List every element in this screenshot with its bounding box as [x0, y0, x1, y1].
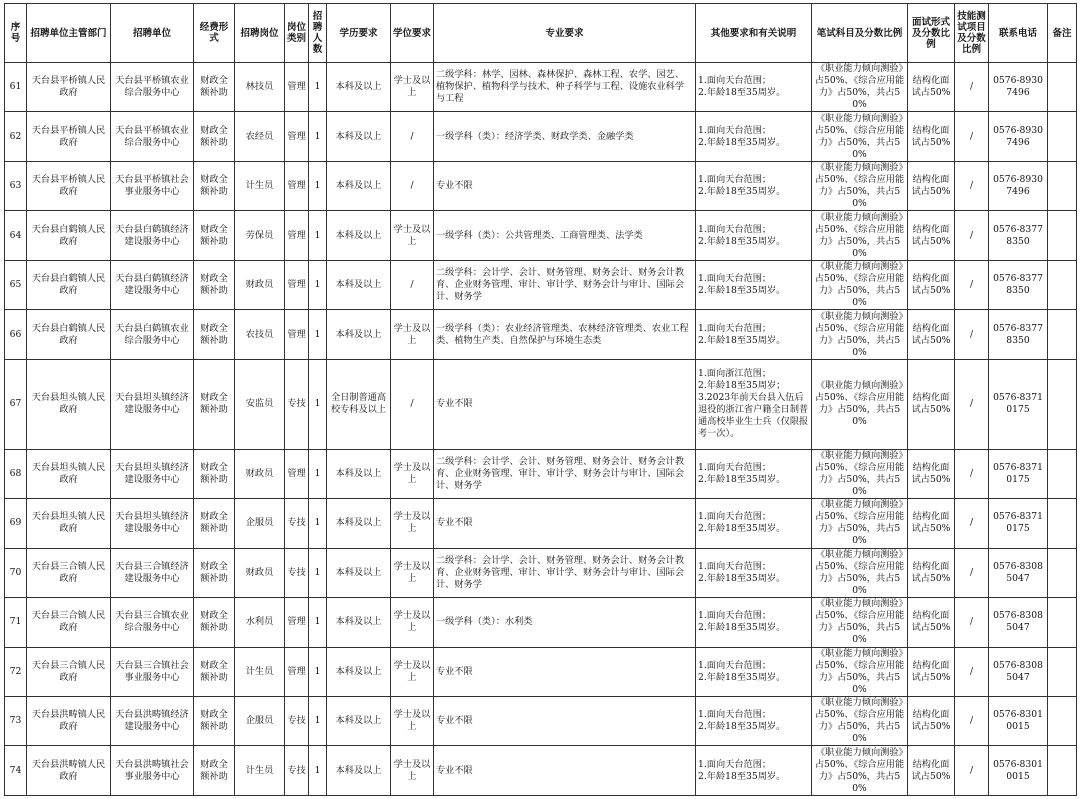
cell-no: 61 [5, 63, 27, 112]
cell-edu: 本科及以上 [327, 746, 391, 796]
table-row [5, 211, 1077, 260]
cell-ptype: 专技 [285, 746, 309, 796]
cell-dept: 天台县三合镇人民政府 [27, 598, 111, 647]
cell-funding: 财政全额补助 [194, 161, 235, 210]
cell-remark [1048, 449, 1077, 498]
cell-unit: 天台县坦头镇经济建设服务中心 [111, 449, 194, 498]
cell-funding: 财政全额补助 [194, 359, 235, 449]
cell-remark [1048, 359, 1077, 449]
table-row [5, 112, 1077, 161]
cell-degree: 学士及以上 [391, 548, 434, 597]
cell-dept: 天台县平桥镇人民政府 [27, 112, 111, 161]
cell-dept: 天台县白鹤镇人民政府 [27, 260, 111, 309]
cell-no: 63 [5, 161, 27, 210]
cell-ptype: 管理 [285, 211, 309, 260]
table-row [5, 63, 1077, 112]
cell-funding: 财政全额补助 [194, 63, 235, 112]
cell-major: 一级学科（类）：农业经济管理类、农林经济管理类、农业工程类、植物生产类、自然保护与环境生态类 [434, 310, 696, 359]
cell-edu: 本科及以上 [327, 697, 391, 746]
cell-count: 1 [309, 359, 327, 449]
table-row [5, 260, 1077, 309]
cell-other: 1.面向天台范围； 2.年龄18至35周岁。 [696, 161, 812, 210]
cell-dept: 天台县坦头镇人民政府 [27, 499, 111, 548]
cell-unit: 天台县白鹤镇农业综合服务中心 [111, 310, 194, 359]
cell-edu: 本科及以上 [327, 598, 391, 647]
cell-written: 《职业能力倾向测验》占50%、《综合应用能力》占50%，共占50% [812, 548, 908, 597]
cell-funding: 财政全额补助 [194, 746, 235, 796]
cell-other: 1.面向天台范围； 2.年龄18至35周岁。 [696, 310, 812, 359]
cell-no: 74 [5, 746, 27, 796]
cell-major: 二级学科：会计学、会计、财务管理、财务会计、财务会计教育、企业财务管理、审计、审计学、财务会计与审计、国际会计、财务学 [434, 260, 696, 309]
table-row [5, 310, 1077, 359]
header-other: 其他要求和有关说明 [696, 4, 812, 63]
cell-written: 《职业能力倾向测验》占50%、《综合应用能力》占50%，共占50% [812, 697, 908, 746]
cell-remark [1048, 211, 1077, 260]
cell-no: 73 [5, 697, 27, 746]
cell-position: 农技员 [235, 310, 285, 359]
cell-count: 1 [309, 548, 327, 597]
cell-other: 1.面向天台范围； 2.年龄18至35周岁。 [696, 63, 812, 112]
cell-no: 71 [5, 598, 27, 647]
cell-unit: 天台县白鹤镇经济建设服务中心 [111, 260, 194, 309]
cell-edu: 本科及以上 [327, 112, 391, 161]
cell-remark [1048, 697, 1077, 746]
cell-count: 1 [309, 161, 327, 210]
cell-degree: 学士及以上 [391, 63, 434, 112]
cell-degree: 学士及以上 [391, 746, 434, 796]
cell-written: 《职业能力倾向测验》占50%、《综合应用能力》占50%，共占50% [812, 647, 908, 696]
cell-remark [1048, 647, 1077, 696]
cell-written: 《职业能力倾向测验》占50%、《综合应用能力》占50%，共占50% [812, 112, 908, 161]
table-row [5, 598, 1077, 647]
cell-other: 1.面向天台范围； 2.年龄18至35周岁。 [696, 697, 812, 746]
cell-position: 劳保员 [235, 211, 285, 260]
cell-interview: 结构化面试占50% [908, 211, 955, 260]
cell-count: 1 [309, 746, 327, 796]
cell-phone: 0576-83710175 [989, 449, 1048, 498]
cell-funding: 财政全额补助 [194, 449, 235, 498]
cell-remark [1048, 598, 1077, 647]
cell-skill: / [955, 449, 989, 498]
cell-unit: 天台县平桥镇农业综合服务中心 [111, 63, 194, 112]
cell-major: 专业不限 [434, 697, 696, 746]
cell-ptype: 管理 [285, 260, 309, 309]
cell-unit: 天台县平桥镇农业综合服务中心 [111, 112, 194, 161]
cell-remark [1048, 499, 1077, 548]
cell-skill: / [955, 310, 989, 359]
cell-ptype: 管理 [285, 598, 309, 647]
cell-unit: 天台县洪畴镇经济建设服务中心 [111, 697, 194, 746]
cell-funding: 财政全额补助 [194, 260, 235, 309]
cell-interview: 结构化面试占50% [908, 548, 955, 597]
cell-remark [1048, 746, 1077, 796]
cell-other: 1.面向天台范围； 2.年龄18至35周岁。 [696, 746, 812, 796]
cell-major: 二级学科：会计学、会计、财务管理、财务会计、财务会计教育、企业财务管理、审计、审计学、财务会计与审计、国际会计、财务学 [434, 548, 696, 597]
cell-interview: 结构化面试占50% [908, 161, 955, 210]
cell-unit: 天台县三合镇社会事业服务中心 [111, 647, 194, 696]
cell-no: 67 [5, 359, 27, 449]
cell-no: 65 [5, 260, 27, 309]
cell-ptype: 专技 [285, 359, 309, 449]
cell-position: 计生员 [235, 161, 285, 210]
cell-remark [1048, 161, 1077, 210]
cell-interview: 结构化面试占50% [908, 647, 955, 696]
cell-edu: 本科及以上 [327, 310, 391, 359]
cell-phone: 0576-83778350 [989, 310, 1048, 359]
cell-remark [1048, 260, 1077, 309]
cell-dept: 天台县平桥镇人民政府 [27, 63, 111, 112]
cell-skill: / [955, 211, 989, 260]
header-funding: 经费形式 [194, 4, 235, 63]
cell-phone: 0576-83778350 [989, 260, 1048, 309]
cell-funding: 财政全额补助 [194, 211, 235, 260]
cell-degree: 学士及以上 [391, 697, 434, 746]
cell-other: 1.面向天台范围； 2.年龄18至35周岁。 [696, 449, 812, 498]
cell-other: 1.面向天台范围； 2.年龄18至35周岁。 [696, 647, 812, 696]
cell-count: 1 [309, 647, 327, 696]
cell-unit: 天台县坦头镇经济建设服务中心 [111, 499, 194, 548]
table-row [5, 697, 1077, 746]
cell-phone: 0576-89307496 [989, 63, 1048, 112]
table-row [5, 499, 1077, 548]
cell-position: 企服员 [235, 499, 285, 548]
cell-position: 水利员 [235, 598, 285, 647]
cell-funding: 财政全额补助 [194, 548, 235, 597]
cell-written: 《职业能力倾向测验》占50%、《综合应用能力》占50%，共占50% [812, 211, 908, 260]
cell-ptype: 管理 [285, 63, 309, 112]
cell-interview: 结构化面试占50% [908, 697, 955, 746]
cell-degree: 学士及以上 [391, 499, 434, 548]
cell-position: 农经员 [235, 112, 285, 161]
cell-position: 财政员 [235, 449, 285, 498]
cell-edu: 本科及以上 [327, 211, 391, 260]
cell-funding: 财政全额补助 [194, 598, 235, 647]
cell-ptype: 专技 [285, 548, 309, 597]
header-interview: 面试形式及分数比例 [908, 4, 955, 63]
cell-interview: 结构化面试占50% [908, 359, 955, 449]
cell-phone: 0576-83710175 [989, 359, 1048, 449]
cell-skill: / [955, 63, 989, 112]
cell-degree: / [391, 359, 434, 449]
cell-dept: 天台县白鹤镇人民政府 [27, 310, 111, 359]
cell-skill: / [955, 359, 989, 449]
cell-dept: 天台县坦头镇人民政府 [27, 449, 111, 498]
cell-remark [1048, 112, 1077, 161]
header-ptype: 岗位类别 [285, 4, 309, 63]
table-row [5, 449, 1077, 498]
cell-no: 72 [5, 647, 27, 696]
cell-dept: 天台县洪畴镇人民政府 [27, 697, 111, 746]
cell-unit: 天台县洪畴镇社会事业服务中心 [111, 746, 194, 796]
cell-position: 林技员 [235, 63, 285, 112]
cell-skill: / [955, 598, 989, 647]
cell-unit: 天台县白鹤镇经济建设服务中心 [111, 211, 194, 260]
cell-major: 一级学科（类）：水利类 [434, 598, 696, 647]
cell-major: 专业不限 [434, 161, 696, 210]
cell-dept: 天台县三合镇人民政府 [27, 647, 111, 696]
cell-dept: 天台县平桥镇人民政府 [27, 161, 111, 210]
cell-funding: 财政全额补助 [194, 499, 235, 548]
cell-count: 1 [309, 449, 327, 498]
cell-major: 专业不限 [434, 647, 696, 696]
header-major: 专业要求 [434, 4, 696, 63]
cell-dept: 天台县洪畴镇人民政府 [27, 746, 111, 796]
cell-phone: 0576-83778350 [989, 211, 1048, 260]
cell-funding: 财政全额补助 [194, 310, 235, 359]
cell-major: 一级学科（类）：经济学类、财政学类、金融学类 [434, 112, 696, 161]
cell-major: 专业不限 [434, 359, 696, 449]
cell-count: 1 [309, 499, 327, 548]
cell-other: 1.面向天台范围； 2.年龄18至35周岁。 [696, 548, 812, 597]
header-degree: 学位要求 [391, 4, 434, 63]
cell-skill: / [955, 112, 989, 161]
cell-written: 《职业能力倾向测验》占50%、《综合应用能力》占50%，共占50% [812, 499, 908, 548]
cell-remark [1048, 548, 1077, 597]
cell-skill: / [955, 499, 989, 548]
cell-ptype: 管理 [285, 449, 309, 498]
cell-no: 64 [5, 211, 27, 260]
cell-skill: / [955, 697, 989, 746]
cell-written: 《职业能力倾向测验》占50%、《综合应用能力》占50%，共占50% [812, 746, 908, 796]
cell-count: 1 [309, 63, 327, 112]
cell-phone: 0576-89307496 [989, 112, 1048, 161]
cell-other: 1.面向天台范围； 2.年龄18至35周岁。 [696, 598, 812, 647]
cell-other: 1.面向天台范围； 2.年龄18至35周岁。 [696, 112, 812, 161]
cell-other: 1.面向浙江范围； 2.年龄18至35周岁； 3.2023年前天台县入伍后退役的浙江省户籍全日制普通高校毕业生士兵（仅限报考一次）。 [696, 359, 812, 449]
cell-degree: 学士及以上 [391, 647, 434, 696]
cell-interview: 结构化面试占50% [908, 598, 955, 647]
cell-ptype: 管理 [285, 161, 309, 210]
cell-degree: 学士及以上 [391, 598, 434, 647]
cell-phone: 0576-83710175 [989, 499, 1048, 548]
cell-skill: / [955, 647, 989, 696]
cell-ptype: 专技 [285, 499, 309, 548]
cell-interview: 结构化面试占50% [908, 449, 955, 498]
cell-written: 《职业能力倾向测验》占50%、《综合应用能力》占50%，共占50% [812, 359, 908, 449]
header-phone: 联系电话 [989, 4, 1048, 63]
cell-edu: 本科及以上 [327, 63, 391, 112]
header-row [5, 4, 1077, 63]
cell-position: 企服员 [235, 697, 285, 746]
cell-other: 1.面向天台范围； 2.年龄18至35周岁。 [696, 211, 812, 260]
cell-major: 二级学科：林学、园林、森林保护、森林工程、农学、园艺、植物保护、植物科学与技术、种子科学与工程、设施农业科学与工程 [434, 63, 696, 112]
cell-funding: 财政全额补助 [194, 112, 235, 161]
cell-no: 70 [5, 548, 27, 597]
header-position: 招聘岗位 [235, 4, 285, 63]
cell-funding: 财政全额补助 [194, 647, 235, 696]
cell-degree: / [391, 260, 434, 309]
cell-phone: 0576-83010015 [989, 697, 1048, 746]
cell-interview: 结构化面试占50% [908, 260, 955, 309]
header-count: 招聘人数 [309, 4, 327, 63]
cell-position: 安监员 [235, 359, 285, 449]
cell-unit: 天台县平桥镇社会事业服务中心 [111, 161, 194, 210]
cell-phone: 0576-83085047 [989, 598, 1048, 647]
cell-written: 《职业能力倾向测验》占50%、《综合应用能力》占50%，共占50% [812, 598, 908, 647]
cell-written: 《职业能力倾向测验》占50%、《综合应用能力》占50%，共占50% [812, 161, 908, 210]
cell-major: 专业不限 [434, 499, 696, 548]
cell-no: 62 [5, 112, 27, 161]
cell-ptype: 管理 [285, 112, 309, 161]
cell-count: 1 [309, 598, 327, 647]
cell-dept: 天台县坦头镇人民政府 [27, 359, 111, 449]
cell-remark [1048, 310, 1077, 359]
cell-written: 《职业能力倾向测验》占50%、《综合应用能力》占50%，共占50% [812, 63, 908, 112]
cell-skill: / [955, 746, 989, 796]
table-row [5, 161, 1077, 210]
cell-written: 《职业能力倾向测验》占50%、《综合应用能力》占50%，共占50% [812, 310, 908, 359]
cell-edu: 本科及以上 [327, 548, 391, 597]
recruitment-table [4, 3, 1077, 796]
cell-phone: 0576-83085047 [989, 647, 1048, 696]
cell-dept: 天台县白鹤镇人民政府 [27, 211, 111, 260]
cell-count: 1 [309, 260, 327, 309]
cell-edu: 全日制普通高校专科及以上 [327, 359, 391, 449]
cell-phone: 0576-89307496 [989, 161, 1048, 210]
cell-degree: / [391, 161, 434, 210]
cell-position: 计生员 [235, 647, 285, 696]
header-dept: 招聘单位主管部门 [27, 4, 111, 63]
cell-funding: 财政全额补助 [194, 697, 235, 746]
cell-count: 1 [309, 112, 327, 161]
header-no: 序号 [5, 4, 27, 63]
table-row [5, 647, 1077, 696]
cell-ptype: 管理 [285, 647, 309, 696]
cell-degree: 学士及以上 [391, 211, 434, 260]
cell-skill: / [955, 548, 989, 597]
cell-count: 1 [309, 211, 327, 260]
cell-unit: 天台县三合镇农业综合服务中心 [111, 598, 194, 647]
cell-interview: 结构化面试占50% [908, 499, 955, 548]
cell-degree: 学士及以上 [391, 310, 434, 359]
cell-degree: / [391, 112, 434, 161]
cell-remark [1048, 63, 1077, 112]
cell-count: 1 [309, 697, 327, 746]
cell-unit: 天台县三合镇经济建设服务中心 [111, 548, 194, 597]
cell-interview: 结构化面试占50% [908, 63, 955, 112]
cell-phone: 0576-83085047 [989, 548, 1048, 597]
cell-written: 《职业能力倾向测验》占50%、《综合应用能力》占50%，共占50% [812, 449, 908, 498]
cell-edu: 本科及以上 [327, 499, 391, 548]
header-written: 笔试科目及分数比例 [812, 4, 908, 63]
cell-skill: / [955, 260, 989, 309]
cell-no: 68 [5, 449, 27, 498]
cell-interview: 结构化面试占50% [908, 310, 955, 359]
cell-no: 69 [5, 499, 27, 548]
header-skill: 技能测试项目及分数比例 [955, 4, 989, 63]
cell-edu: 本科及以上 [327, 260, 391, 309]
table-row [5, 746, 1077, 796]
header-edu: 学历要求 [327, 4, 391, 63]
cell-phone: 0576-83010015 [989, 746, 1048, 796]
cell-no: 66 [5, 310, 27, 359]
header-remark: 备注 [1048, 4, 1077, 63]
cell-other: 1.面向天台范围； 2.年龄18至35周岁。 [696, 499, 812, 548]
table-row [5, 548, 1077, 597]
cell-interview: 结构化面试占50% [908, 746, 955, 796]
cell-dept: 天台县三合镇人民政府 [27, 548, 111, 597]
cell-ptype: 管理 [285, 310, 309, 359]
cell-position: 财政员 [235, 548, 285, 597]
cell-major: 二级学科：会计学、会计、财务管理、财务会计、财务会计教育、企业财务管理、审计、审计学、财务会计与审计、国际会计、财务学 [434, 449, 696, 498]
cell-skill: / [955, 161, 989, 210]
header-unit: 招聘单位 [111, 4, 194, 63]
cell-degree: 学士及以上 [391, 449, 434, 498]
cell-written: 《职业能力倾向测验》占50%、《综合应用能力》占50%，共占50% [812, 260, 908, 309]
cell-position: 计生员 [235, 746, 285, 796]
cell-major: 专业不限 [434, 746, 696, 796]
cell-edu: 本科及以上 [327, 161, 391, 210]
cell-unit: 天台县坦头镇经济建设服务中心 [111, 359, 194, 449]
cell-major: 一级学科（类）：公共管理类、工商管理类、法学类 [434, 211, 696, 260]
cell-ptype: 专技 [285, 697, 309, 746]
cell-other: 1.面向天台范围； 2.年龄18至35周岁。 [696, 260, 812, 309]
cell-edu: 本科及以上 [327, 647, 391, 696]
cell-position: 财政员 [235, 260, 285, 309]
cell-interview: 结构化面试占50% [908, 112, 955, 161]
cell-edu: 本科及以上 [327, 449, 391, 498]
table-row [5, 359, 1077, 449]
cell-count: 1 [309, 310, 327, 359]
